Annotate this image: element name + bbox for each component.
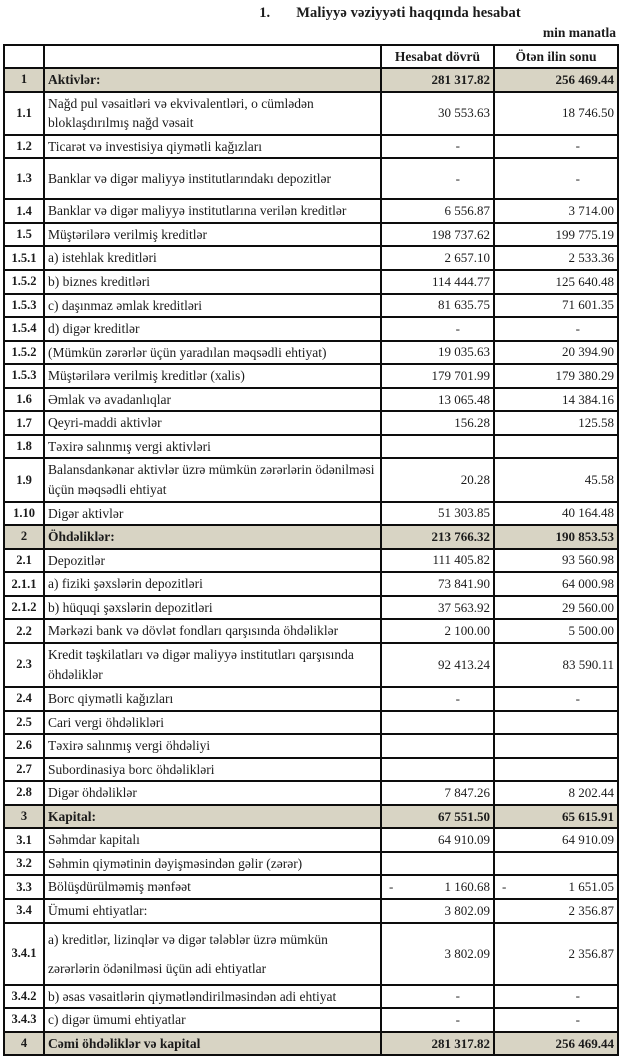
row-number: 3.1 — [4, 828, 44, 852]
table-row — [4, 1032, 618, 1056]
table-row — [4, 502, 618, 526]
row-label: c) daşınmaz əmlak kreditləri — [44, 294, 381, 318]
row-value-previous: - — [494, 1008, 618, 1032]
row-value-previous: 64 000.98 — [494, 572, 618, 596]
table-row — [4, 294, 618, 318]
table-body — [4, 68, 618, 1055]
table-row — [4, 458, 618, 501]
row-value-previous: 8 202.44 — [494, 781, 618, 805]
row-value-previous: 3 714.00 — [494, 199, 618, 223]
row-label: Aktivlər: — [44, 68, 381, 92]
row-value-previous: 64 910.09 — [494, 828, 618, 852]
table-row — [4, 781, 618, 805]
row-number: 1.5.2 — [4, 270, 44, 294]
row-label: Digər aktivlər — [44, 502, 381, 526]
row-number: 4 — [4, 1032, 44, 1056]
row-number: 2.1.2 — [4, 596, 44, 620]
header-corner-cell — [4, 45, 44, 68]
table-row — [4, 68, 618, 92]
table-row — [4, 199, 618, 223]
row-value-previous: 14 384.16 — [494, 388, 618, 412]
row-value-previous: 18 746.50 — [494, 92, 618, 135]
row-value-current — [381, 758, 494, 782]
row-value-previous: 83 590.11 — [494, 643, 618, 687]
row-value-current: 64 910.09 — [381, 828, 494, 852]
row-number: 1.5.4 — [4, 317, 44, 341]
row-value-current: 213 766.32 — [381, 525, 494, 549]
row-value-current: - — [381, 985, 494, 1009]
row-value-current: - — [381, 687, 494, 711]
row-value-current: 281 317.82 — [381, 68, 494, 92]
row-label: d) digər kreditlər — [44, 317, 381, 341]
table-row — [4, 364, 618, 388]
negative-sign: - — [389, 879, 394, 895]
row-number: 2.8 — [4, 781, 44, 805]
row-label: Depozitlər — [44, 549, 381, 573]
row-value-previous: 2 533.36 — [494, 246, 618, 270]
row-value-current: 67 551.50 — [381, 805, 494, 829]
row-label: Əmlak və avadanlıqlar — [44, 388, 381, 412]
header-description-cell — [44, 45, 381, 68]
row-value-current: 6 556.87 — [381, 199, 494, 223]
row-value-previous: 5 500.00 — [494, 619, 618, 643]
row-label: Banklar və digər maliyyə institutlarına verilən kreditlər — [44, 199, 381, 223]
row-label: Kredit təşkilatları və digər maliyyə institutları qarşısında öhdəliklər — [44, 643, 381, 687]
table-row — [4, 758, 618, 782]
row-label: Ümumi ehtiyatlar: — [44, 899, 381, 923]
row-number: 1.3 — [4, 158, 44, 199]
row-value-previous: 20 394.90 — [494, 341, 618, 365]
table-row — [4, 619, 618, 643]
row-number: 3.3 — [4, 875, 44, 899]
row-value-previous: 29 560.00 — [494, 596, 618, 620]
table-row — [4, 317, 618, 341]
row-number: 2.4 — [4, 687, 44, 711]
row-number: 2.5 — [4, 711, 44, 735]
negative-sign: - — [502, 879, 507, 895]
row-value-previous: - — [494, 158, 618, 199]
table-row — [4, 852, 618, 876]
table-row — [4, 828, 618, 852]
row-number: 1.6 — [4, 388, 44, 412]
table-row — [4, 985, 618, 1009]
row-value-previous: - — [494, 985, 618, 1009]
table-row — [4, 572, 618, 596]
row-label: c) digər ümumi ehtiyatlar — [44, 1008, 381, 1032]
row-value-current: 114 444.77 — [381, 270, 494, 294]
row-value-previous: 125 640.48 — [494, 270, 618, 294]
row-value-current: 51 303.85 — [381, 502, 494, 526]
row-value-current: 73 841.90 — [381, 572, 494, 596]
row-value-previous — [494, 852, 618, 876]
table-row — [4, 525, 618, 549]
row-value-current — [381, 852, 494, 876]
row-value-previous: 2 356.87 — [494, 923, 618, 985]
row-value-current — [381, 435, 494, 459]
table-row — [4, 246, 618, 270]
row-value-previous — [494, 435, 618, 459]
row-value-current: 281 317.82 — [381, 1032, 494, 1056]
row-value-previous: 45.58 — [494, 458, 618, 501]
header-reporting-period: Hesabat dövrü — [381, 45, 494, 68]
row-value-previous: - — [494, 687, 618, 711]
row-label: Banklar və digər maliyyə institutlarındakı depozitlər — [44, 158, 381, 199]
row-label: Müştərilərə verilmiş kreditlər — [44, 223, 381, 247]
row-number: 2 — [4, 525, 44, 549]
table-row — [4, 135, 618, 159]
table-header-row — [4, 45, 618, 68]
row-number: 1.1 — [4, 92, 44, 135]
table-row — [4, 270, 618, 294]
row-value-current: 3 802.09 — [381, 923, 494, 985]
row-value-current: 2 100.00 — [381, 619, 494, 643]
row-label: Təxirə salınmış vergi aktivləri — [44, 435, 381, 459]
row-value-current: 111 405.82 — [381, 549, 494, 573]
row-value-current: 13 065.48 — [381, 388, 494, 412]
row-label: Səhmin qiymətinin dəyişməsindən gəlir (zərər) — [44, 852, 381, 876]
table-row — [4, 158, 618, 199]
table-row — [4, 223, 618, 247]
row-number: 2.2 — [4, 619, 44, 643]
table-row — [4, 92, 618, 135]
row-label: Bölüşdürülməmiş mənfəət — [44, 875, 381, 899]
table-row — [4, 734, 618, 758]
row-number: 2.3 — [4, 643, 44, 687]
report-title-text: Maliyyə vəziyyəti haqqında hesabat — [296, 5, 521, 21]
report-title-number: 1. — [259, 5, 271, 21]
row-value-previous: 71 601.35 — [494, 294, 618, 318]
table-row — [4, 596, 618, 620]
row-value-current: 7 847.26 — [381, 781, 494, 805]
row-value-previous: - 1 651.05 — [494, 875, 618, 899]
row-value-previous: 65 615.91 — [494, 805, 618, 829]
row-number: 1 — [4, 68, 44, 92]
row-number: 3.4.2 — [4, 985, 44, 1009]
row-number: 1.5.3 — [4, 294, 44, 318]
row-number: 2.6 — [4, 734, 44, 758]
row-label: Öhdəliklər: — [44, 525, 381, 549]
row-value-current: - — [381, 1008, 494, 1032]
row-label: Balansdankənar aktivlər üzrə mümkün zərərlərin ödənilməsi üçün məqsədli ehtiyat — [44, 458, 381, 501]
row-label: Borc qiymətli kağızları — [44, 687, 381, 711]
row-value-current: 81 635.75 — [381, 294, 494, 318]
row-value-previous: 2 356.87 — [494, 899, 618, 923]
row-value-current: - — [381, 158, 494, 199]
table-row — [4, 687, 618, 711]
row-label: Digər öhdəliklər — [44, 781, 381, 805]
row-value-previous: 199 775.19 — [494, 223, 618, 247]
row-label: Təxirə salınmış vergi öhdəliyi — [44, 734, 381, 758]
table-row — [4, 875, 618, 899]
row-value-previous: 256 469.44 — [494, 68, 618, 92]
row-value-current: 3 802.09 — [381, 899, 494, 923]
row-value-previous — [494, 734, 618, 758]
row-number: 2.7 — [4, 758, 44, 782]
table-row — [4, 435, 618, 459]
row-value-previous: 179 380.29 — [494, 364, 618, 388]
row-number: 2.1 — [4, 549, 44, 573]
row-number: 1.7 — [4, 411, 44, 435]
row-label: Nağd pul vəsaitləri və ekvivalentləri, o cümlədən bloklaşdırılmış nağd vəsait — [44, 92, 381, 135]
row-label: Mərkəzi bank və dövlət fondları qarşısında öhdəliklər — [44, 619, 381, 643]
row-value-previous: 40 164.48 — [494, 502, 618, 526]
row-number: 1.8 — [4, 435, 44, 459]
row-label: Cari vergi öhdəlikləri — [44, 711, 381, 735]
row-value-previous: 190 853.53 — [494, 525, 618, 549]
row-label: (Mümkün zərərlər üçün yaradılan məqsədli ehtiyat) — [44, 341, 381, 365]
row-value-current: 156.28 — [381, 411, 494, 435]
row-value-previous — [494, 758, 618, 782]
row-value-previous — [494, 711, 618, 735]
row-number: 1.5.3 — [4, 364, 44, 388]
row-number: 3.4.3 — [4, 1008, 44, 1032]
row-label: Cəmi öhdəliklər və kapital — [44, 1032, 381, 1056]
row-value-current: 2 657.10 — [381, 246, 494, 270]
row-label: Qeyri-maddi aktivlər — [44, 411, 381, 435]
row-value-previous: 125.58 — [494, 411, 618, 435]
table-row — [4, 711, 618, 735]
row-value-current: - — [381, 135, 494, 159]
row-label: Səhmdar kapitalı — [44, 828, 381, 852]
table-row — [4, 643, 618, 687]
financial-report-page — [0, 5, 620, 1056]
row-label: Kapital: — [44, 805, 381, 829]
row-value-current: 198 737.62 — [381, 223, 494, 247]
row-value-previous: 93 560.98 — [494, 549, 618, 573]
row-number: 1.2 — [4, 135, 44, 159]
row-number: 1.4 — [4, 199, 44, 223]
row-value-current: - 1 160.68 — [381, 875, 494, 899]
row-label: a) istehlak kreditləri — [44, 246, 381, 270]
row-label: Müştərilərə verilmiş kreditlər (xalis) — [44, 364, 381, 388]
table-row — [4, 341, 618, 365]
row-number: 2.1.1 — [4, 572, 44, 596]
row-number: 1.10 — [4, 502, 44, 526]
table-row — [4, 923, 618, 985]
table-row — [4, 1008, 618, 1032]
table-row — [4, 388, 618, 412]
row-number: 3 — [4, 805, 44, 829]
row-value-current: 179 701.99 — [381, 364, 494, 388]
row-label: a) fiziki şəxslərin depozitləri — [44, 572, 381, 596]
table-row — [4, 805, 618, 829]
row-value-previous: - — [494, 135, 618, 159]
balance-sheet-table — [3, 44, 619, 1056]
row-number: 1.9 — [4, 458, 44, 501]
row-value-current: - — [381, 317, 494, 341]
row-number: 1.5.1 — [4, 246, 44, 270]
row-label: b) hüquqi şəxslərin depozitləri — [44, 596, 381, 620]
table-row — [4, 549, 618, 573]
row-value-current: 20.28 — [381, 458, 494, 501]
unit-note: min manatla — [542, 25, 616, 40]
row-value-current — [381, 734, 494, 758]
row-label: a) kreditlər, lizinqlər və digər tələblər üzrə mümkün zərərlərin ödənilməsi üçün adi ehtiyatlar — [44, 923, 381, 985]
report-title — [0, 5, 620, 22]
row-label: Ticarət və investisiya qiymətli kağızları — [44, 135, 381, 159]
row-number: 3.2 — [4, 852, 44, 876]
row-value-current: 19 035.63 — [381, 341, 494, 365]
table-row — [4, 411, 618, 435]
row-label: b) əsas vəsaitlərin qiymətləndirilməsindən adi ehtiyat — [44, 985, 381, 1009]
row-number: 1.5 — [4, 223, 44, 247]
row-label: Subordinasiya borc öhdəlikləri — [44, 758, 381, 782]
table-row — [4, 899, 618, 923]
row-value-current: 30 553.63 — [381, 92, 494, 135]
row-label: b) biznes kreditləri — [44, 270, 381, 294]
row-value-previous: 256 469.44 — [494, 1032, 618, 1056]
row-number: 1.5.2 — [4, 341, 44, 365]
row-value-current: 92 413.24 — [381, 643, 494, 687]
header-previous-year-end: Ötən ilin sonu — [494, 45, 618, 68]
row-number: 3.4.1 — [4, 923, 44, 985]
row-value-current: 37 563.92 — [381, 596, 494, 620]
row-value-current — [381, 711, 494, 735]
row-number: 3.4 — [4, 899, 44, 923]
row-value-previous: - — [494, 317, 618, 341]
